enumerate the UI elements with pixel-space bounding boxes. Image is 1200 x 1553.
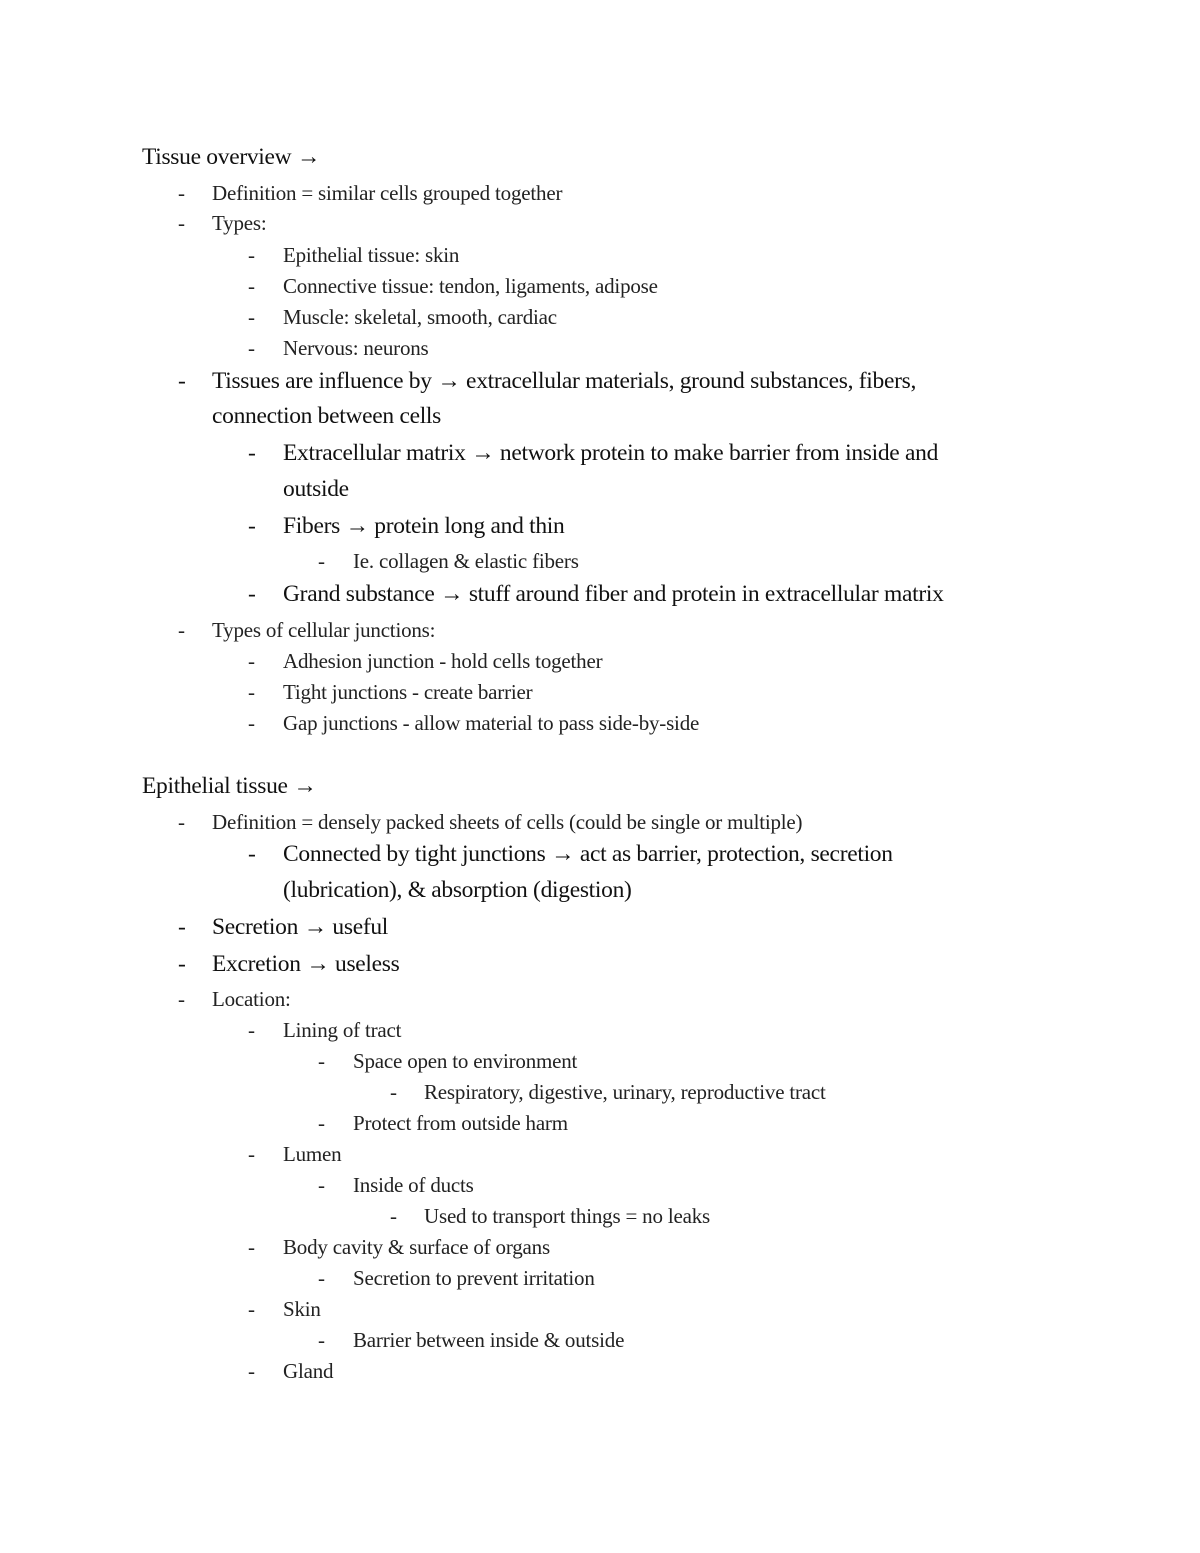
list-item: Connective tissue: tendon, ligaments, adipose xyxy=(283,274,658,298)
bullet-dash: - xyxy=(248,581,256,607)
list-item: Location: xyxy=(212,987,291,1011)
list-item: Muscle: skeletal, smooth, cardiac xyxy=(283,305,557,329)
section-heading-epithelial-tissue: Epithelial tissue → xyxy=(142,773,317,799)
list-item: Fibers → protein long and thin xyxy=(283,513,565,539)
list-item-continuation: (lubrication), & absorption (digestion) xyxy=(283,877,632,903)
list-item: Types of cellular junctions: xyxy=(212,618,436,642)
list-item: Body cavity & surface of organs xyxy=(283,1235,550,1259)
bullet-dash: - xyxy=(248,711,255,735)
bullet-dash: - xyxy=(318,549,325,573)
list-item-continuation: outside xyxy=(283,476,349,502)
bullet-dash: - xyxy=(248,513,256,539)
bullet-dash: - xyxy=(318,1173,325,1197)
list-item-continuation: connection between cells xyxy=(212,403,442,429)
bullet-dash: - xyxy=(178,618,185,642)
bullet-dash: - xyxy=(178,211,185,235)
list-item: Lining of tract xyxy=(283,1018,402,1042)
list-item: Definition = densely packed sheets of cells (could be single or multiple) xyxy=(212,810,803,834)
list-item: Used to transport things = no leaks xyxy=(424,1204,710,1228)
list-item: Gland xyxy=(283,1359,334,1383)
list-item: Skin xyxy=(283,1297,321,1321)
bullet-dash: - xyxy=(178,368,186,394)
list-item: Epithelial tissue: skin xyxy=(283,243,460,267)
list-item: Barrier between inside & outside xyxy=(353,1328,625,1352)
section-heading-tissue-overview: Tissue overview → xyxy=(142,144,321,170)
bullet-dash: - xyxy=(318,1111,325,1135)
list-item: Extracellular matrix → network protein to make barrier from inside and xyxy=(283,440,939,466)
list-item: Grand substance → stuff around fiber and protein in extracellular matrix xyxy=(283,581,944,607)
list-item: Tissues are influence by → extracellular materials, ground substances, fibers, xyxy=(212,368,917,394)
bullet-dash: - xyxy=(248,841,256,867)
bullet-dash: - xyxy=(248,1018,255,1042)
list-item: Definition = similar cells grouped together xyxy=(212,181,563,205)
bullet-dash: - xyxy=(248,1297,255,1321)
bullet-dash: - xyxy=(248,680,255,704)
bullet-dash: - xyxy=(318,1266,325,1290)
list-item: Gap junctions - allow material to pass side-by-side xyxy=(283,711,700,735)
bullet-dash: - xyxy=(248,336,255,360)
bullet-dash: - xyxy=(248,440,256,466)
bullet-dash: - xyxy=(248,274,255,298)
bullet-dash: - xyxy=(178,810,185,834)
list-item: Respiratory, digestive, urinary, reproductive tract xyxy=(424,1080,826,1104)
bullet-dash: - xyxy=(178,914,186,940)
list-item: Connected by tight junctions → act as barrier, protection, secretion xyxy=(283,841,893,867)
bullet-dash: - xyxy=(390,1080,397,1104)
list-item: Space open to environment xyxy=(353,1049,578,1073)
list-item: Secretion to prevent irritation xyxy=(353,1266,595,1290)
bullet-dash: - xyxy=(178,951,186,977)
bullet-dash: - xyxy=(178,181,185,205)
bullet-dash: - xyxy=(390,1204,397,1228)
list-item: Nervous: neurons xyxy=(283,336,429,360)
bullet-dash: - xyxy=(318,1049,325,1073)
bullet-dash: - xyxy=(178,987,185,1011)
list-item: Lumen xyxy=(283,1142,342,1166)
list-item: Protect from outside harm xyxy=(353,1111,568,1135)
list-item: Inside of ducts xyxy=(353,1173,474,1197)
bullet-dash: - xyxy=(248,1142,255,1166)
list-item: Ie. collagen & elastic fibers xyxy=(353,549,579,573)
list-item: Adhesion junction - hold cells together xyxy=(283,649,603,673)
list-item: Tight junctions - create barrier xyxy=(283,680,533,704)
list-item: Excretion → useless xyxy=(212,951,400,977)
list-item: Secretion → useful xyxy=(212,914,389,940)
bullet-dash: - xyxy=(248,243,255,267)
bullet-dash: - xyxy=(248,1359,255,1383)
bullet-dash: - xyxy=(248,305,255,329)
bullet-dash: - xyxy=(248,649,255,673)
bullet-dash: - xyxy=(248,1235,255,1259)
list-item: Types: xyxy=(212,211,267,235)
bullet-dash: - xyxy=(318,1328,325,1352)
